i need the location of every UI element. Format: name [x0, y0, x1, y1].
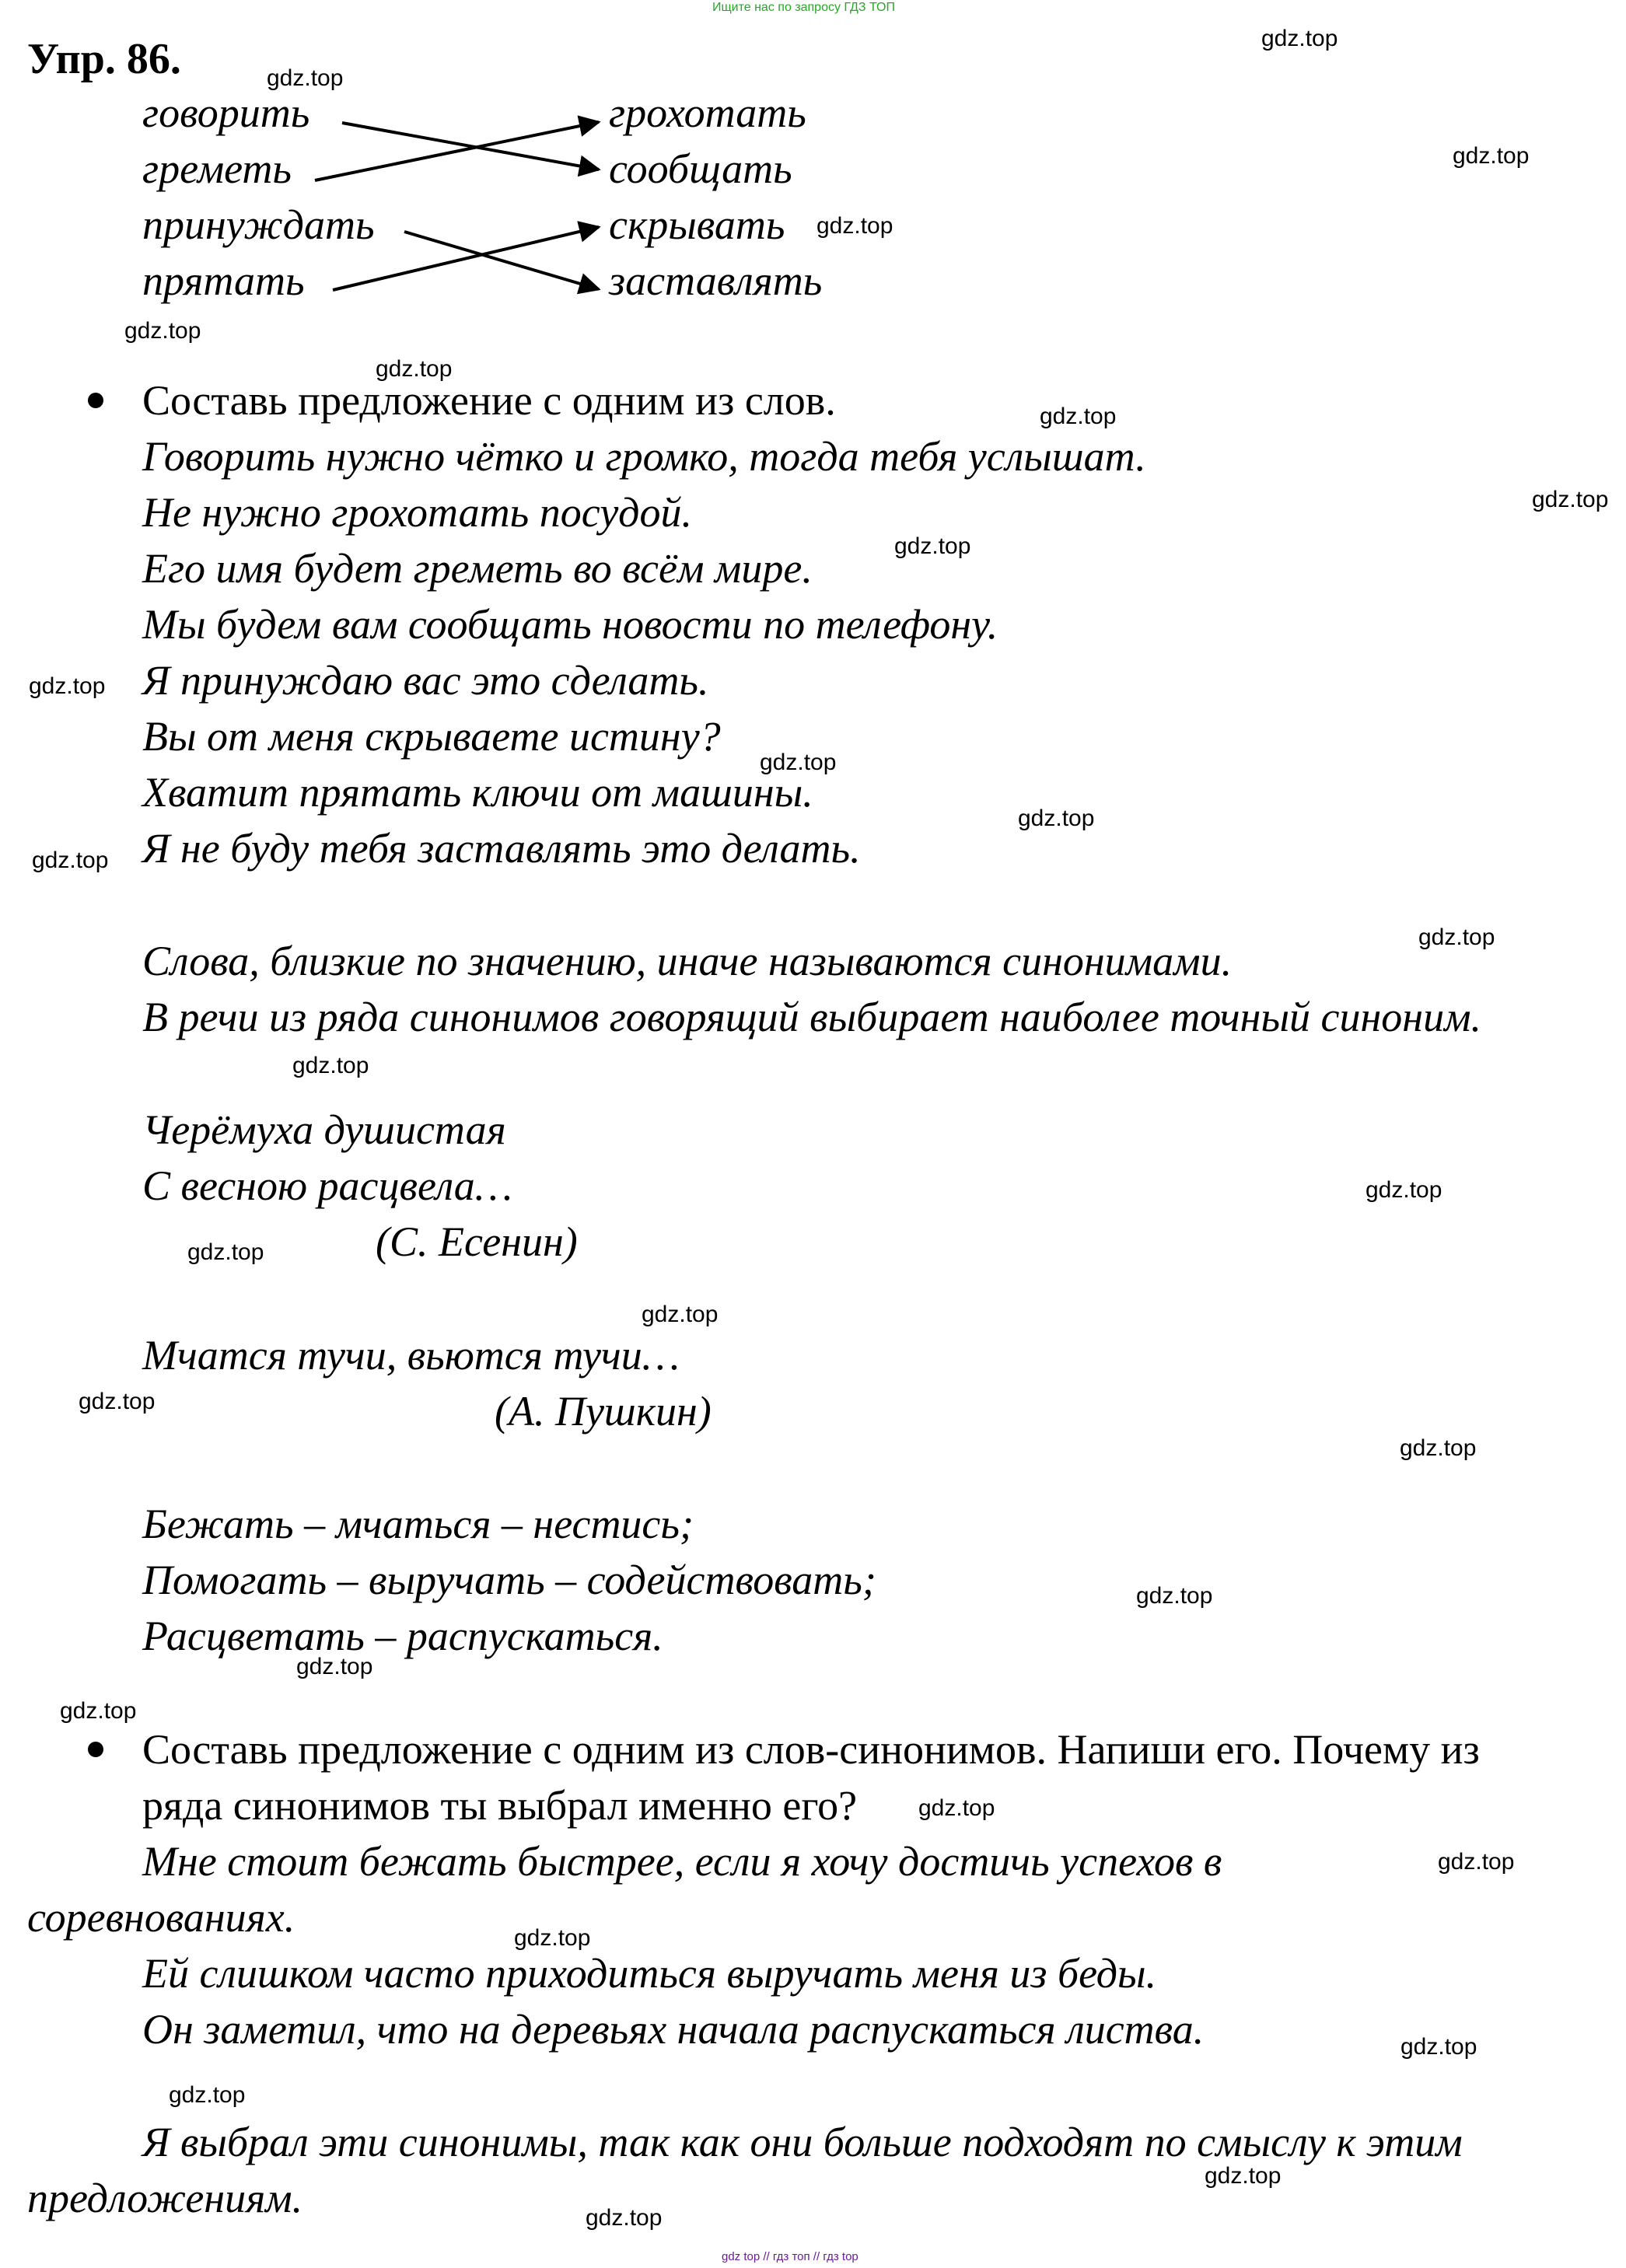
match-right-word: скрывать [609, 201, 785, 248]
task2-prompt: Составь предложение с одним из слов-синонимов. Напиши его. Почему из [142, 1726, 1480, 1773]
task2-conclusion: Я выбрал эти синонимы, так как они больше подходят по смыслу к этим [142, 2119, 1463, 2165]
task1-sentence: Вы от меня скрываете истину? [142, 713, 721, 760]
watermark: gdz.top [642, 1302, 719, 1327]
watermark: gdz.top [296, 1654, 373, 1679]
watermark: gdz.top [292, 1053, 369, 1078]
arrow-pryatat-skryvat [333, 227, 599, 290]
watermark: gdz.top [29, 673, 106, 699]
match-left-word: прятать [142, 257, 305, 304]
synonym-row: Помогать – выручать – содействовать; [142, 1557, 876, 1603]
watermark: gdz.top [760, 750, 837, 775]
watermark: gdz.top [1040, 404, 1117, 429]
watermark: gdz.top [1400, 2034, 1477, 2060]
task2-answer: Мне стоит бежать быстрее, если я хочу достичь успехов в [142, 1838, 1222, 1885]
theory-line: Слова, близкие по значению, иначе называются синонимами. [142, 938, 1233, 984]
watermark: gdz.top [1438, 1849, 1515, 1875]
match-left-word: принуждать [142, 201, 375, 248]
task2-answer: Ей слишком часто приходиться выручать меня из беды. [142, 1950, 1157, 1997]
task2-conclusion: предложениям. [27, 2175, 303, 2221]
watermark: gdz.top [894, 533, 971, 559]
poem-author: (С. Есенин) [376, 1218, 578, 1265]
watermark: gdz.top [1400, 1435, 1477, 1461]
watermark: gdz.top [32, 847, 109, 873]
synonym-row: Расцветать – распускаться. [142, 1613, 663, 1659]
bullet-icon [88, 1742, 103, 1757]
synonym-row: Бежать – мчаться – нестись; [142, 1501, 694, 1547]
task1-sentence: Не нужно грохотать посудой. [142, 489, 692, 536]
task1-sentence: Хватит прятать ключи от машины. [142, 769, 813, 816]
watermark: gdz.top [1205, 2163, 1282, 2189]
task1-sentence: Говорить нужно чётко и громко, тогда тебя услышат. [142, 433, 1146, 480]
task1-sentence: Я принуждаю вас это сделать. [142, 657, 709, 704]
top-banner[interactable]: Ищите нас по запросу ГДЗ ТОП [712, 1, 895, 14]
task1-prompt: Составь предложение с одним из слов. [142, 377, 836, 424]
theory-line: В речи из ряда синонимов говорящий выбирает наиболее точный синоним. [142, 994, 1482, 1040]
watermark: gdz.top [514, 1925, 591, 1951]
match-right-word: грохотать [609, 89, 806, 136]
task1-sentence: Мы будем вам сообщать новости по телефону. [142, 601, 998, 648]
watermark: gdz.top [586, 2205, 663, 2231]
match-left-word: греметь [142, 145, 292, 192]
task1-sentence: Я не буду тебя заставлять это делать. [142, 825, 861, 872]
task2-answer: Он заметил, что на деревьях начала распускаться листва. [142, 2006, 1205, 2053]
match-left-word: говорить [142, 89, 310, 136]
arrow-prinuzhdat-zastavlyat [404, 232, 599, 289]
task2-answer: соревнованиях. [27, 1894, 295, 1941]
exercise-title: Упр. 86. [27, 35, 181, 83]
poem-line: Черёмуха душистая [142, 1106, 506, 1153]
watermark: gdz.top [1532, 487, 1609, 512]
watermark: gdz.top [816, 213, 893, 239]
poem-line: Мчатся тучи, вьются тучи… [142, 1332, 680, 1379]
task1-sentence: Его имя будет греметь во всём мире. [142, 545, 813, 592]
watermark: gdz.top [1136, 1583, 1213, 1609]
watermark: gdz.top [1418, 924, 1495, 950]
task2-prompt: ряда синонимов ты выбрал именно его? [142, 1782, 858, 1829]
watermark: gdz.top [124, 318, 201, 344]
watermark: gdz.top [918, 1795, 995, 1821]
watermark: gdz.top [267, 65, 344, 91]
watermark: gdz.top [376, 356, 453, 382]
watermark: gdz.top [169, 2082, 246, 2108]
watermark: gdz.top [60, 1698, 137, 1724]
watermark: gdz.top [79, 1389, 156, 1414]
poem-line: С весною расцвела… [142, 1162, 512, 1209]
arrow-gremet-grokhotat [315, 122, 599, 180]
watermark: gdz.top [1018, 806, 1095, 831]
watermark: gdz.top [1261, 26, 1338, 51]
match-right-word: заставлять [609, 257, 823, 304]
footer-links[interactable]: gdz top // гдз топ // гдз top [722, 2250, 858, 2263]
match-right-word: сообщать [609, 145, 792, 192]
watermark: gdz.top [187, 1239, 264, 1265]
poem-author: (А. Пушкин) [495, 1388, 712, 1435]
watermark: gdz.top [1365, 1177, 1442, 1203]
bullet-icon [88, 393, 103, 408]
watermark: gdz.top [1453, 143, 1530, 169]
